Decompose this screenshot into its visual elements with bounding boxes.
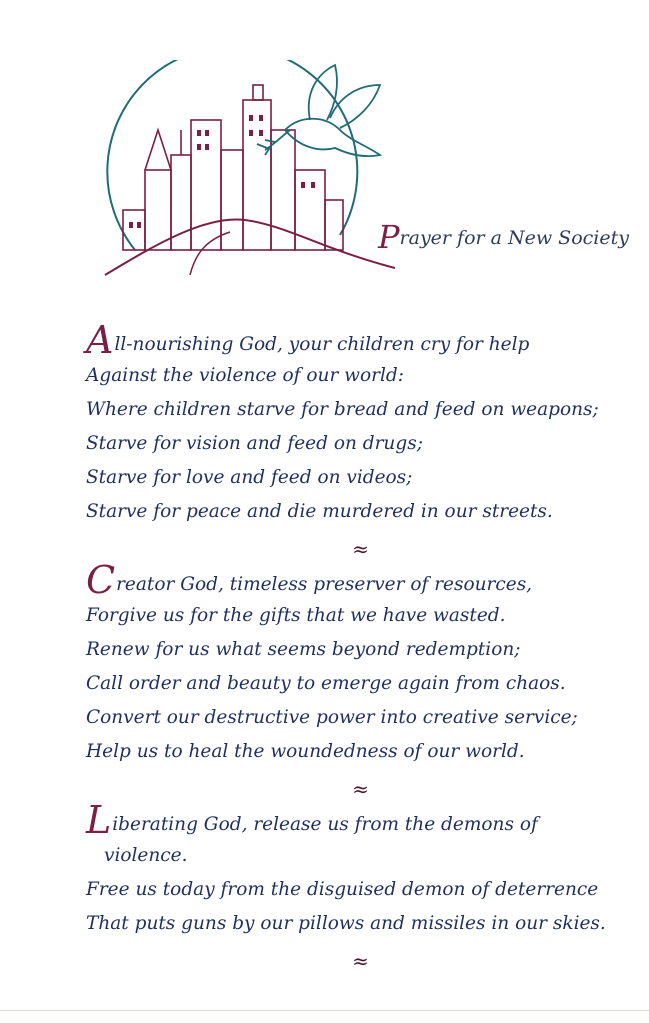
stanza-2 (86, 558, 641, 769)
stanza-line: Convert our destructive power into creative service; (86, 707, 578, 728)
stanza-3 (86, 798, 641, 941)
page-title (378, 218, 638, 256)
stanza-line: Against the violence of our world: (86, 365, 404, 386)
stanza-line: Starve for love and feed on videos; (86, 467, 413, 488)
stanza-line: Creator God, timeless preserver of resources, (86, 558, 533, 602)
stanza-line: Where children starve for bread and feed on weapons; (86, 399, 599, 420)
stanza-line: Help us to heal the woundedness of our world. (86, 741, 525, 762)
separator: ≈ (352, 537, 369, 561)
stanza-1 (86, 318, 641, 529)
title-text: rayer for a New Society (399, 227, 629, 249)
drop-cap: C (86, 558, 116, 602)
stanza-line: Renew for us what seems beyond redemption; (86, 639, 521, 660)
title-initial: P (378, 218, 400, 256)
drop-cap: L (86, 798, 112, 842)
city-skyline-with-dove-icon (95, 60, 395, 285)
stanza-line: violence. (104, 845, 188, 866)
stanza-line: Starve for peace and die murdered in our streets. (86, 501, 553, 522)
separator: ≈ (352, 777, 369, 801)
stanza-line: Starve for vision and feed on drugs; (86, 433, 423, 454)
stanza-line: Call order and beauty to emerge again from chaos. (86, 673, 566, 694)
stanza-line: Forgive us for the gifts that we have wasted. (86, 605, 506, 626)
stanza-line: Liberating God, release us from the demons of (86, 798, 538, 842)
stanza-line: All-nourishing God, your children cry for help (86, 318, 530, 362)
stanza-line: That puts guns by our pillows and missiles in our skies. (86, 913, 606, 934)
stanza-line: Free us today from the disguised demon of deterrence (86, 879, 599, 900)
prayer-text (86, 318, 641, 977)
separator: ≈ (352, 949, 369, 973)
drop-cap: A (86, 318, 114, 362)
